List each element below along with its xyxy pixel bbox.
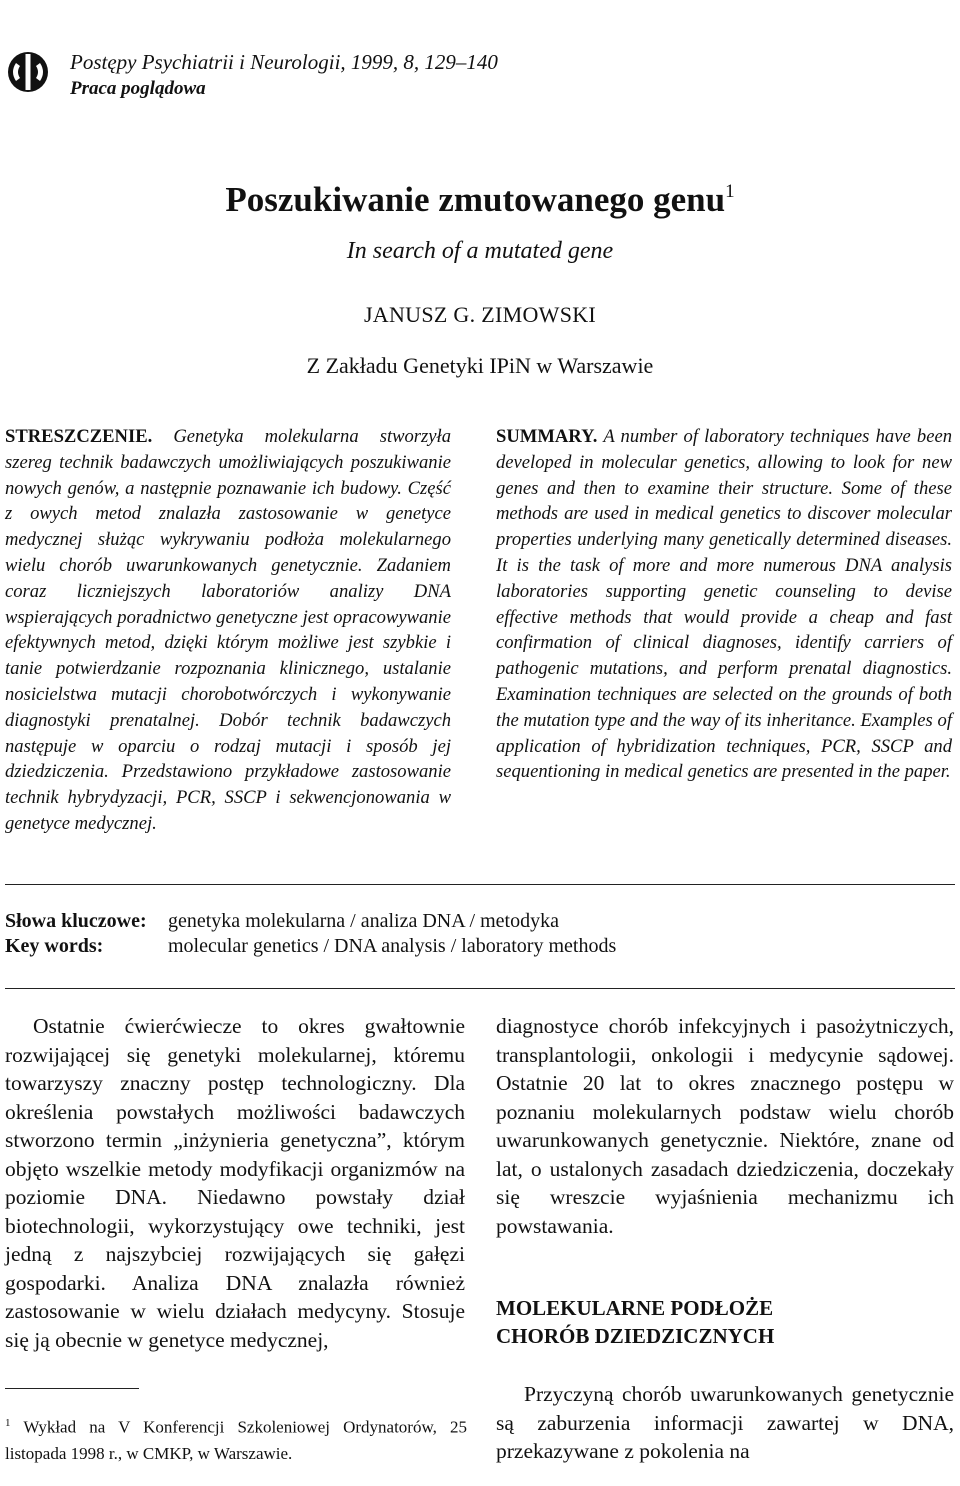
abstract-polish bbox=[5, 424, 451, 837]
body-text-right: diagnostyce chorób infekcyjnych i pasożytniczych, transplantologii, onkologii i medycynie sądowej. Ostatnie 20 lat to okres znacznego postępu w poznaniu molekularnych podstaw wielu chorób uwarunkowanych genetycznie. Niektóre, znane od lat, o ustalonych zasadach dziedziczenia, doczekały się wreszcie wyjaśnienia mechanizmu ich powstawania. bbox=[496, 1014, 954, 1238]
footnote bbox=[5, 1410, 467, 1467]
keywords-en-label-text: Key words: bbox=[5, 935, 104, 957]
section-heading-line-1: MOLEKULARNE PODŁOŻE bbox=[496, 1296, 774, 1320]
body-text-right-section: Przyczyną chorób uwarunkowanych genetycznie są zaburzenia informacji zawartej w DNA, przekazywane z pokolenia na bbox=[496, 1382, 954, 1463]
abstract-english bbox=[496, 424, 952, 785]
title-text: Poszukiwanie zmutowanego genu bbox=[225, 180, 726, 219]
keywords-pl-label bbox=[5, 908, 147, 934]
body-text-left: Ostatnie ćwierćwiecze to okres gwałtownie rozwijającej się genetyki molekularnej, któremu towarzyszy znaczny postęp technologiczny. Dla określenia powstałych możliwości badawczych stworzono termin „inżynieria genetyczna”, którym objęto wszelkie metody modyfikacji organizmów na poziomie DNA. Niedawno powstały dział biotechnologii, wykorzystujący owe techniki, jest jedną z najszybciej rozwijających się gałęzi gospodarki. Analiza DNA znalazła również zastosowanie w wielu działach medycyny. Stosuje się ją obecnie w genetyce medycznej, bbox=[5, 1014, 465, 1352]
section-heading-line-2: CHORÓB DZIEDZICZNYCH bbox=[496, 1324, 775, 1348]
journal-citation: Postępy Psychiatrii i Neurologii, 1999, 8, 129–140 bbox=[70, 50, 498, 74]
divider-top bbox=[5, 884, 955, 885]
paper-type: Praca poglądowa bbox=[70, 78, 206, 99]
abstract-text-pl: Genetyka molekularna stworzyła szereg technik badawczych umożliwiających poszukiwanie nowych genów, a następnie poznawanie ich budowy. Część z owych metod znalazła zastosowanie w genetyce medycznej służąc wykrywaniu podłoża molekularnego wielu chorób uwarunkowanych genetycznie. Zadaniem coraz liczniejszych laboratoriów analizy DNA wspierających poradnictwo genetyczne jest opracowywanie efektywnych metod, dzięki którym możliwe jest szybkie i tanie potwierdzanie rozpoznania klinicznego, ustalanie nosicielstwa mutacji chorobotwórczych i wykonywanie diagnostyki prenatalnej. Dobór technik badawczych następuje w oparciu o rodzaj mutacji i sposób jej dziedziczenia. Przedstawiono przykładowe zastosowanie technik hybrydyzacji, PCR, SSCP i sekwencjonowania w genetyce medycznej. bbox=[5, 426, 451, 834]
footnote-text: Wykład na V Konferencji Szkoleniowej Ordynatorów, 25 listopada 1998 r., w CMKP, w Warszawie. bbox=[5, 1417, 467, 1463]
title-footnote-mark: 1 bbox=[725, 181, 735, 202]
keywords-en-label bbox=[5, 933, 103, 959]
affiliation: Z Zakładu Genetyki IPiN w Warszawie bbox=[306, 353, 654, 378]
abstract-heading-pl: STRESZCZENIE. bbox=[5, 426, 153, 447]
divider-bottom bbox=[5, 988, 955, 989]
keywords-en: molecular genetics / DNA analysis / laboratory methods bbox=[168, 935, 617, 957]
section-heading bbox=[496, 1294, 774, 1350]
abstract-heading-en: SUMMARY. bbox=[496, 426, 598, 447]
publisher-logo-icon bbox=[6, 50, 50, 94]
author-name: JANUSZ G. ZIMOWSKI bbox=[363, 302, 597, 327]
paper-title bbox=[0, 170, 960, 222]
abstract-text-en: A number of laboratory techniques have been developed in molecular genetics, allowing to look for new genes and then to examine their structure. Some of these methods are used in medical genetics to discover molecular properties underlying many genetically determined diseases. It is the task of more and more numerous DNA analysis laboratories supporting genetic counseling to devise effective methods that would provide a cheap and fast confirmation of clinical diagnoses, identify carriers of pathogenic mutations, and perform prenatal diagnostics. Examination techniques are selected on the grounds of both the mutation type and the way of its inheritance. Examples of application of hybridization techniques, PCR, SSCP and sequentioning in medical genetics are presented in the paper. bbox=[496, 426, 953, 783]
footnote-mark: 1 bbox=[5, 1417, 11, 1429]
footnote-divider bbox=[5, 1388, 139, 1389]
english-title: In search of a mutated gene bbox=[346, 238, 614, 264]
keywords-pl: genetyka molekularna / analiza DNA / metodyka bbox=[168, 910, 559, 932]
keywords-pl-label-text: Słowa kluczowe: bbox=[5, 910, 147, 932]
